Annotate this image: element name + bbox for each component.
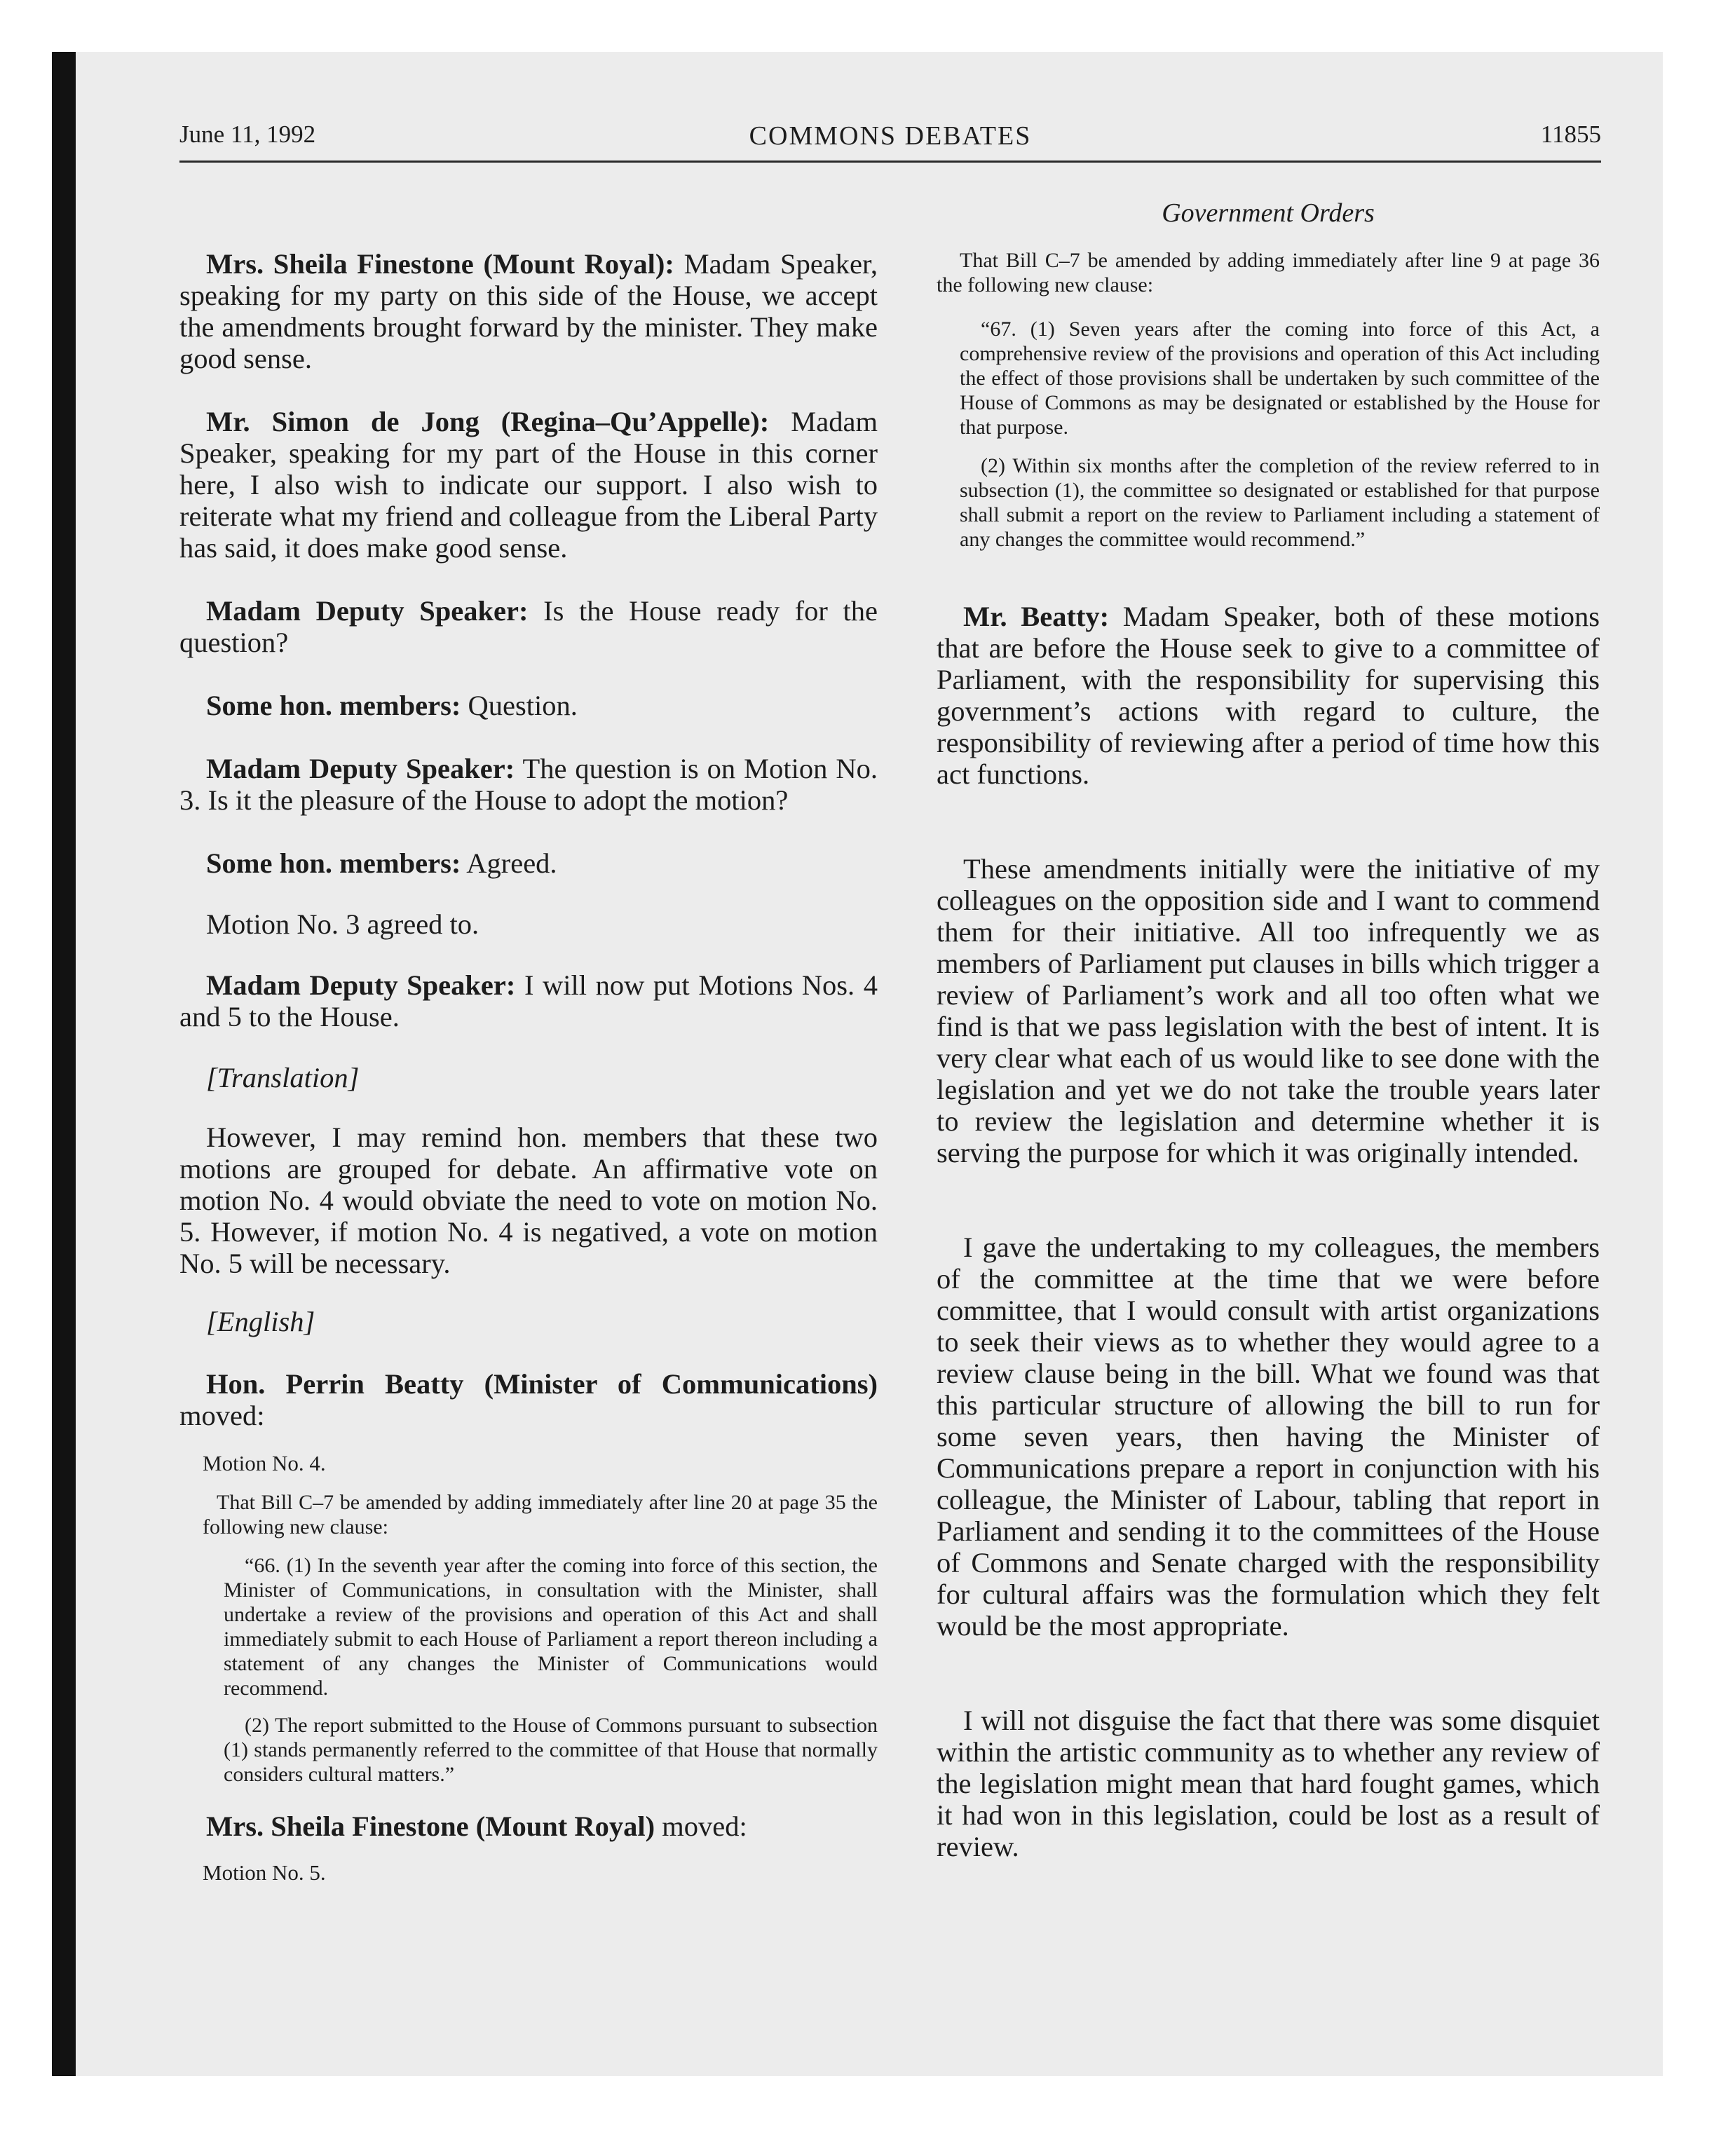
paragraph-members-question	[179, 690, 878, 721]
speech-text: moved:	[655, 1810, 747, 1842]
translation-tag: [Translation]	[206, 1062, 360, 1093]
paragraph-finestone-moved	[179, 1810, 878, 1842]
speech-text: Madam Speaker, speaking for my part of the House in this corner here, I also wish to indicate our support. I also wish to reiterate what my friend and colleague from the Liberal Party has said, it does make good sense.	[179, 406, 878, 564]
motion-4-clause-2: (2) The report submitted to the House of Commons pursuant to subsection (1) stands permanently referred to the committee of that House that normally considers cultural matters.”	[224, 1714, 878, 1786]
speaker-name: Madam Deputy Speaker:	[206, 969, 516, 1001]
paragraph-deputy-speaker-1	[179, 595, 878, 658]
english-tag: [English]	[206, 1306, 315, 1337]
speech-text: Question.	[461, 690, 578, 721]
motion-4-intro: That Bill C–7 be amended by adding immediately after line 20 at page 35 the following new clause:	[203, 1491, 878, 1538]
paragraph-beatty-3: I gave the undertaking to my colleagues, the members of the committee at the time that we were before committee, that I would consult with artist organizations to seek their views as to whether they would agree to a review clause being in the bill. What we found was that this particular structure of allowing the bill to run for some seven years, then having the Minister of Communications prepare a report in conjunction with his colleague, the Minister of Labour, tabling that report in Parliament and sending it to the committees of the House of Commons and Senate charged with the responsibility for cultural affairs was the formulation which they felt would be the most appropriate.	[937, 1231, 1600, 1642]
speech-text: Madam Speaker, speaking for my party on this side of the House, we accept the amendments brought forward by the minister. They make good sense.	[179, 248, 878, 374]
speech-text: Is the House ready for the question?	[179, 595, 878, 658]
speaker-name: Hon. Perrin Beatty (Minister of Communications)	[206, 1368, 878, 1400]
paragraph-reminder: However, I may remind hon. members that these two motions are grouped for debate. An affirmative vote on motion No. 4 would obviate the need to vote on motion No. 5. However, if motion No. 4 is negatived, a vote on motion No. 5 will be necessary.	[179, 1121, 878, 1279]
speech-text: Madam Speaker, both of these motions that are before the House seek to give to a committee of Parliament, with the responsibility for supervising this government’s actions with regard to culture, the responsibility of reviewing after a period of time how this act functions.	[937, 601, 1600, 790]
right-column	[937, 248, 1600, 1862]
speaker-name: Mrs. Sheila Finestone (Mount Royal)	[206, 1810, 655, 1842]
motion-5-label: Motion No. 5.	[203, 1860, 326, 1885]
paragraph-de-jong	[179, 406, 878, 564]
paragraph-deputy-speaker-3	[179, 969, 878, 1032]
header-rule	[179, 161, 1601, 163]
motion-3-result: Motion No. 3 agreed to.	[206, 908, 479, 940]
speech-text: I will now put Motions Nos. 4 and 5 to the House.	[179, 969, 878, 1032]
header-title: COMMONS DEBATES	[749, 121, 1032, 151]
paragraph-beatty-moved	[179, 1368, 878, 1431]
paragraph-beatty-2: These amendments initially were the initiative of my colleagues on the opposition side and I want to commend them for their initiative. All too infrequently we as members of Parliament put clauses in bills which trigger a review of Parliament’s work and all too often what we find is that we pass legislation with the best of intent. It is very clear what each of us would like to see done with the legislation and yet we do not take the trouble years later to review the legislation and determine whether it is serving the purpose for which it was originally intended.	[937, 853, 1600, 1168]
motion-4-label: Motion No. 4.	[203, 1451, 326, 1475]
paragraph-deputy-speaker-2	[179, 753, 878, 816]
paragraph-beatty-1	[937, 601, 1600, 790]
speech-text: The question is on Motion No. 3. Is it the pleasure of the House to adopt the motion?	[179, 753, 878, 816]
motion-5-clause-2: (2) Within six months after the completion of the review referred to in subsection (1), the committee so designated or established for that purpose shall submit a report on the review to Parliament including a statement of any changes the committee would recommend.”	[960, 454, 1600, 551]
speaker-name: Mr. Beatty:	[963, 601, 1110, 632]
speaker-name: Mrs. Sheila Finestone (Mount Royal):	[206, 248, 674, 280]
page-header	[179, 121, 1601, 160]
motion-5-intro: That Bill C–7 be amended by adding immediately after line 9 at page 36 the following new clause:	[937, 249, 1600, 296]
header-date: June 11, 1992	[179, 121, 316, 148]
paragraph-members-agreed	[179, 847, 878, 879]
motion-5-clause-1: “67. (1) Seven years after the coming into force of this Act, a comprehensive review of the provisions and operation of this Act including the effect of those provisions shall be undertaken by such committee of the House of Commons as may be designated or established by the House for that purpose.	[960, 318, 1600, 439]
speaker-name: Mr. Simon de Jong (Regina–Qu’Appelle):	[206, 406, 770, 437]
binding-edge	[52, 52, 76, 2076]
speech-text: Agreed.	[461, 847, 557, 879]
speaker-name: Madam Deputy Speaker:	[206, 595, 529, 627]
motion-4-clause-1: “66. (1) In the seventh year after the coming into force of this section, the Minister of Communications, in consultation with the Minister, shall undertake a review of the provisions and operation of this Act and shall immediately submit to each House of Parliament a report thereon including a statement of any changes the Minister of Communications would recommend.	[224, 1554, 878, 1700]
speaker-name: Madam Deputy Speaker:	[206, 753, 515, 784]
paragraph-finestone-1	[179, 248, 878, 374]
paragraph-beatty-4: I will not disguise the fact that there was some disquiet within the artistic community as to whether any review of the legislation might mean that hard fought games, which it had won in this legislation, could be lost as a result of review.	[937, 1705, 1600, 1862]
section-title: Government Orders	[1162, 198, 1375, 228]
header-page-number: 11855	[1540, 121, 1601, 148]
speaker-name: Some hon. members:	[206, 847, 461, 879]
speaker-name: Some hon. members:	[206, 690, 461, 721]
speech-text: moved:	[179, 1400, 265, 1431]
left-column	[179, 248, 878, 1885]
